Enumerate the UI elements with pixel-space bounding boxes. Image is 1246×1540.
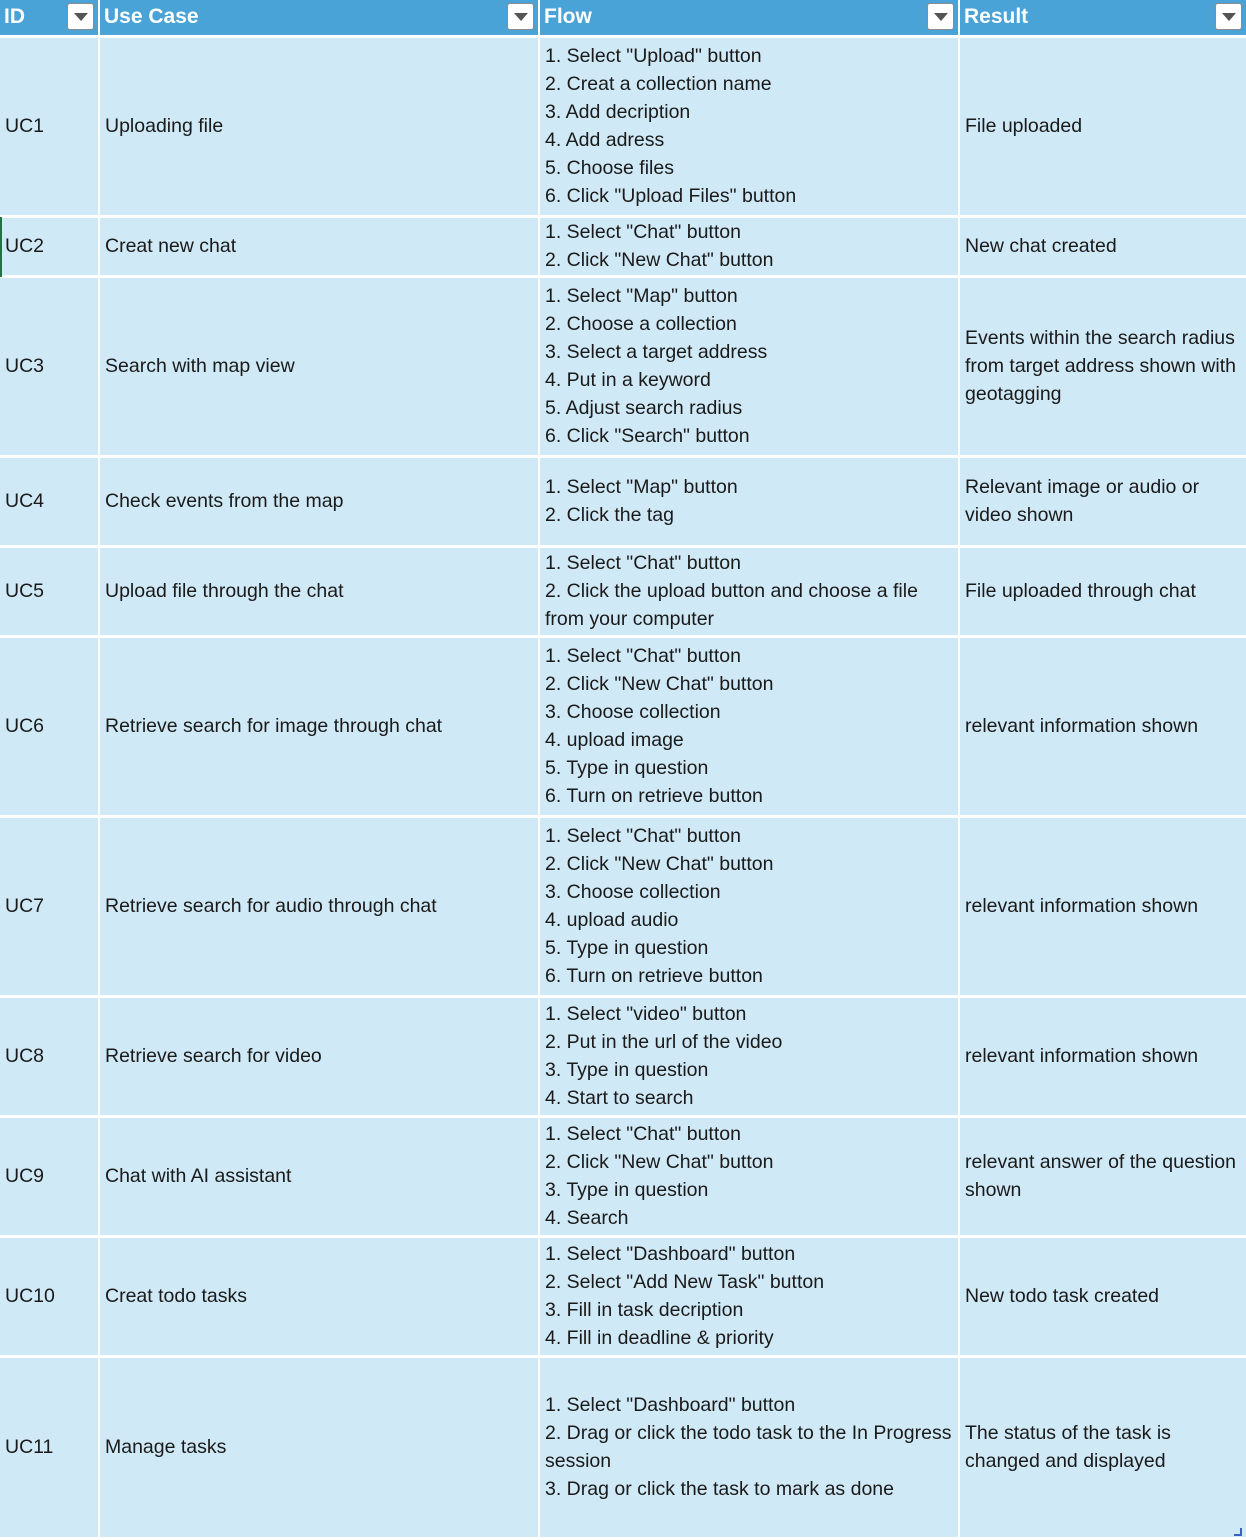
table-row <box>0 636 1246 816</box>
cell-id[interactable]: UC3 <box>0 276 99 456</box>
table-row <box>0 216 1246 276</box>
flow-step: 5. Type in question <box>545 757 709 779</box>
flow-step: 2. Choose a collection <box>545 313 737 335</box>
cell-result[interactable]: relevant answer of the question shown <box>959 1116 1246 1236</box>
flow-step: 6. Click "Search" button <box>545 425 750 447</box>
header-result[interactable] <box>959 0 1246 36</box>
header-flow-label: Flow <box>544 5 592 29</box>
cell-id[interactable]: UC2 <box>0 216 99 276</box>
cell-result[interactable]: Events within the search radius from target address shown with geotagging <box>959 276 1246 456</box>
cell-use-case[interactable]: Creat new chat <box>99 216 539 276</box>
flow-step: 6. Turn on retrieve button <box>545 965 763 987</box>
filter-dropdown-id[interactable] <box>67 3 94 30</box>
cell-result[interactable]: New todo task created <box>959 1236 1246 1356</box>
cell-use-case[interactable]: Uploading file <box>99 36 539 216</box>
table-row <box>0 36 1246 216</box>
flow-step: 4. Put in a keyword <box>545 369 711 391</box>
cell-result[interactable]: relevant information shown <box>959 996 1246 1116</box>
cell-use-case[interactable]: Retrieve search for video <box>99 996 539 1116</box>
flow-step: 1. Select "Map" button <box>545 285 738 307</box>
header-row <box>0 0 1246 36</box>
cell-use-case[interactable]: Upload file through the chat <box>99 546 539 636</box>
table-row <box>0 1356 1246 1538</box>
table-resize-handle[interactable] <box>1234 1528 1242 1536</box>
chevron-down-icon <box>74 13 88 21</box>
cell-id[interactable]: UC5 <box>0 546 99 636</box>
header-id-label: ID <box>4 5 25 29</box>
table-row <box>0 996 1246 1116</box>
cell-use-case[interactable]: Chat with AI assistant <box>99 1116 539 1236</box>
cell-flow[interactable] <box>539 996 959 1116</box>
flow-step: 1. Select "Chat" button <box>545 645 741 667</box>
flow-step: 1. Select "Dashboard" button <box>545 1243 796 1265</box>
cell-result[interactable]: The status of the task is changed and displayed <box>959 1356 1246 1538</box>
cell-flow[interactable] <box>539 1356 959 1538</box>
cell-use-case[interactable]: Search with map view <box>99 276 539 456</box>
flow-step: 1. Select "Chat" button <box>545 825 741 847</box>
flow-step: 4. Fill in deadline & priority <box>545 1327 774 1349</box>
cell-flow[interactable] <box>539 1236 959 1356</box>
flow-step: 1. Select "Chat" button <box>545 552 741 574</box>
cell-id[interactable]: UC4 <box>0 456 99 546</box>
cell-id[interactable]: UC11 <box>0 1356 99 1538</box>
flow-step: 5. Type in question <box>545 937 709 959</box>
flow-step: 4. upload audio <box>545 909 679 931</box>
cell-flow[interactable] <box>539 816 959 996</box>
table-row <box>0 816 1246 996</box>
flow-step: 4. Search <box>545 1207 629 1229</box>
cell-id[interactable]: UC1 <box>0 36 99 216</box>
header-id[interactable] <box>0 0 99 36</box>
flow-step: 2. Click "New Chat" button <box>545 673 774 695</box>
filter-dropdown-use-case[interactable] <box>507 3 534 30</box>
table-row <box>0 1236 1246 1356</box>
flow-step: 5. Choose files <box>545 157 674 179</box>
flow-step: 4. Start to search <box>545 1087 694 1109</box>
cell-flow[interactable] <box>539 456 959 546</box>
flow-step: 3. Type in question <box>545 1059 709 1081</box>
header-use-case-label: Use Case <box>104 5 199 29</box>
filter-dropdown-flow[interactable] <box>927 3 954 30</box>
cell-use-case[interactable]: Check events from the map <box>99 456 539 546</box>
cell-flow[interactable] <box>539 546 959 636</box>
filter-dropdown-result[interactable] <box>1215 3 1242 30</box>
cell-use-case[interactable]: Creat todo tasks <box>99 1236 539 1356</box>
cell-flow[interactable] <box>539 276 959 456</box>
flow-step: 1. Select "Dashboard" button <box>545 1394 796 1416</box>
cell-flow[interactable] <box>539 36 959 216</box>
cell-id[interactable]: UC9 <box>0 1116 99 1236</box>
cell-id[interactable]: UC8 <box>0 996 99 1116</box>
flow-step: 2. Click the upload button and choose a file from your computer <box>545 580 918 630</box>
active-cell-indicator <box>0 217 2 277</box>
flow-step: 2. Click "New Chat" button <box>545 249 774 271</box>
flow-step: 2. Drag or click the todo task to the In Progress session <box>545 1422 952 1472</box>
table-row <box>0 546 1246 636</box>
cell-flow[interactable] <box>539 1116 959 1236</box>
flow-step: 4. upload image <box>545 729 684 751</box>
flow-step: 3. Fill in task decription <box>545 1299 744 1321</box>
flow-step: 3. Add decription <box>545 101 691 123</box>
table-row <box>0 1116 1246 1236</box>
cell-id[interactable]: UC6 <box>0 636 99 816</box>
flow-step: 1. Select "Upload" button <box>545 45 762 67</box>
cell-use-case[interactable]: Manage tasks <box>99 1356 539 1538</box>
flow-step: 3. Type in question <box>545 1179 709 1201</box>
cell-id[interactable]: UC10 <box>0 1236 99 1356</box>
flow-step: 2. Creat a collection name <box>545 73 772 95</box>
chevron-down-icon <box>1222 13 1236 21</box>
flow-step: 1. Select "Map" button <box>545 476 738 498</box>
flow-step: 2. Click "New Chat" button <box>545 1151 774 1173</box>
cell-result[interactable]: New chat created <box>959 216 1246 276</box>
flow-step: 3. Select a target address <box>545 341 768 363</box>
cell-result[interactable]: relevant information shown <box>959 816 1246 996</box>
cell-result[interactable]: relevant information shown <box>959 636 1246 816</box>
flow-step: 6. Click "Upload Files" button <box>545 185 797 207</box>
cell-id[interactable]: UC7 <box>0 816 99 996</box>
chevron-down-icon <box>514 13 528 21</box>
chevron-down-icon <box>934 13 948 21</box>
flow-step: 2. Click the tag <box>545 504 674 526</box>
table-row <box>0 456 1246 546</box>
flow-step: 1. Select "Chat" button <box>545 221 741 243</box>
cell-result[interactable]: File uploaded through chat <box>959 546 1246 636</box>
cell-result[interactable]: Relevant image or audio or video shown <box>959 456 1246 546</box>
flow-step: 6. Turn on retrieve button <box>545 785 763 807</box>
cell-result[interactable]: File uploaded <box>959 36 1246 216</box>
cell-flow[interactable] <box>539 636 959 816</box>
table-row <box>0 276 1246 456</box>
header-use-case[interactable] <box>99 0 539 36</box>
cell-flow[interactable] <box>539 216 959 276</box>
cell-use-case[interactable]: Retrieve search for image through chat <box>99 636 539 816</box>
header-flow[interactable] <box>539 0 959 36</box>
flow-step: 2. Put in the url of the video <box>545 1031 783 1053</box>
flow-step: 3. Choose collection <box>545 701 721 723</box>
flow-step: 2. Select "Add New Task" button <box>545 1271 825 1293</box>
cell-use-case[interactable]: Retrieve search for audio through chat <box>99 816 539 996</box>
flow-step: 1. Select "video" button <box>545 1003 747 1025</box>
flow-step: 4. Add adress <box>545 129 665 151</box>
flow-step: 3. Choose collection <box>545 881 721 903</box>
flow-step: 2. Click "New Chat" button <box>545 853 774 875</box>
flow-step: 3. Drag or click the task to mark as done <box>545 1478 894 1500</box>
flow-step: 1. Select "Chat" button <box>545 1123 741 1145</box>
header-result-label: Result <box>964 5 1029 29</box>
flow-step: 5. Adjust search radius <box>545 397 743 419</box>
